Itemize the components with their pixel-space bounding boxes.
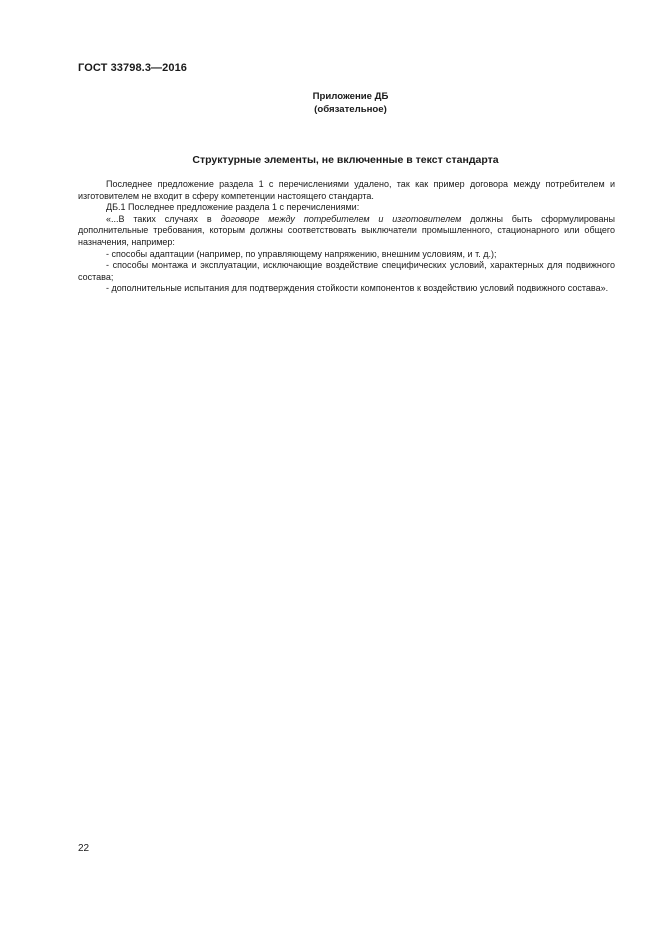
annex-heading — [0, 91, 661, 116]
body-text — [78, 179, 615, 295]
section-title: Структурные элементы, не включенные в текст стандарта — [192, 154, 499, 166]
page-number: 22 — [78, 843, 90, 854]
list-item: - способы адаптации (например, по управляющему напряжению, внешним условиям, и т. д.); — [106, 248, 497, 259]
annex-title: Приложение ДБ — [312, 91, 389, 102]
paragraph-3-italic: договоре между потребителем и изготовителем — [220, 213, 462, 224]
paragraph-3-start: «...В таких случаях в — [106, 213, 221, 224]
paragraph-1: Последнее предложение раздела 1 с перечислениями удалено, так как пример договора между потребителем и изготовителем не входит в сферу компетенции настоящего стандарта. — [78, 179, 615, 201]
annex-status: (обязательное) — [314, 103, 387, 115]
list-item: - дополнительные испытания для подтверждения стойкости компонентов к воздействию условий подвижного состава». — [106, 283, 609, 294]
document-code: ГОСТ 33798.3—2016 — [78, 62, 188, 74]
paragraph-3-end: должны быть сформулированы дополнительные требования, которым должны соответствовать выключатели промышленного, стационарного или общего назначения, например: — [78, 213, 615, 247]
paragraph-3 — [78, 214, 615, 249]
list-item: - способы монтажа и эксплуатации, исключающие воздействие специфических условий, характерных для подвижного состава; — [78, 260, 615, 282]
paragraph-2: ДБ.1 Последнее предложение раздела 1 с перечислениями: — [106, 202, 360, 213]
